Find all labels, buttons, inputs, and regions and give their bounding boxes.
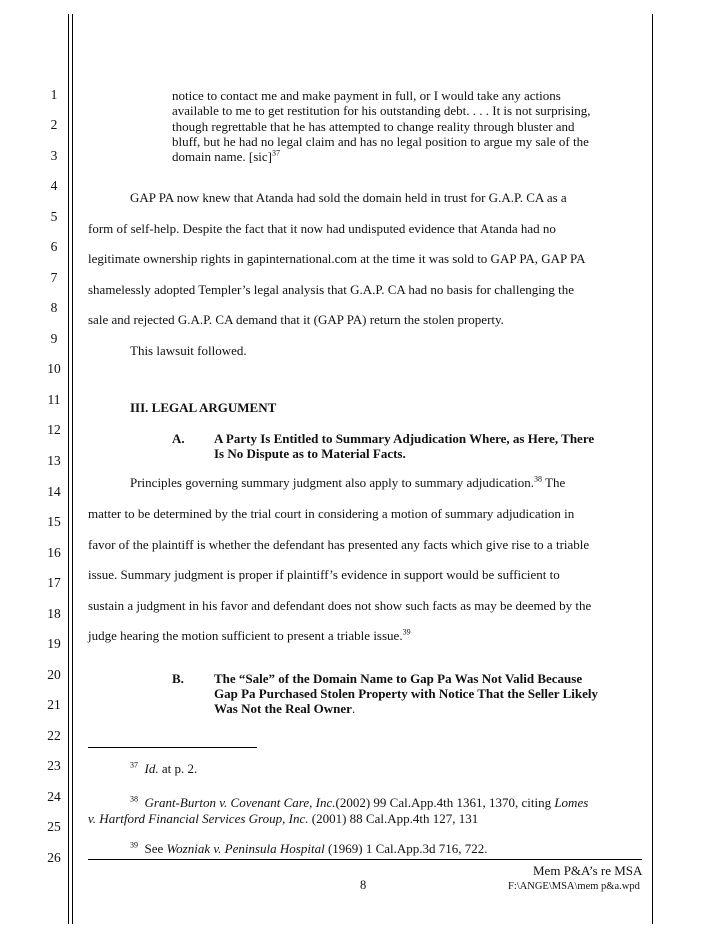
line-number: 7 <box>50 270 58 285</box>
body-line: shamelessly adopted Templer’s legal analysis that G.A.P. CA had no basis for challenging the <box>88 282 575 297</box>
left-margin-rule-inner <box>72 14 73 924</box>
body-line: matter to be determined by the trial court in considering a motion of summary adjudication in <box>88 506 575 521</box>
line-number: 15 <box>47 514 61 529</box>
line-number: 4 <box>50 178 58 193</box>
body-line: Principles governing summary judgment also apply to summary adjudication.$^{38}$ The <box>130 474 566 490</box>
line-number: 9 <box>50 331 58 346</box>
line-number: 21 <box>47 697 61 712</box>
body-line: form of self-help. Despite the fact that it now had undisputed evidence that Atanda had no <box>88 221 556 236</box>
line-number: 11 <box>47 392 61 407</box>
subheading-line: Gap Pa Purchased Stolen Property with Notice That the Seller Likely <box>214 686 598 701</box>
subheading-letter: A. <box>172 431 185 446</box>
line-number: 16 <box>47 545 61 560</box>
footer-rule <box>88 859 642 860</box>
body-line: legitimate ownership rights in gapinternational.com at the time it was sold to GAP PA, GAP PA <box>88 251 586 266</box>
line-number: 20 <box>47 667 61 682</box>
line-number: 24 <box>47 789 61 804</box>
page-number: 8 <box>360 878 367 892</box>
line-number: 23 <box>47 758 61 773</box>
footnote: v. Hartford Financial Services Group, Inc. (2001) 88 Cal.App.4th 127, 131 <box>88 811 479 826</box>
line-number: 18 <box>47 606 61 621</box>
line-number: 12 <box>47 422 61 437</box>
body-line: GAP PA now knew that Atanda had sold the domain held in trust for G.A.P. CA as a <box>130 190 567 205</box>
quote-line: notice to contact me and make payment in full, or I would take any actions <box>172 88 561 103</box>
line-number: 13 <box>47 453 61 468</box>
body-line: judge hearing the motion sufficient to present a triable issue.$^{39}$ <box>88 627 411 643</box>
footnote-ref: 38 <box>534 474 543 484</box>
body-line: This lawsuit followed. <box>130 343 247 358</box>
line-number: 22 <box>47 728 61 743</box>
quote-line: domain name. [sic]$^{37}$ <box>172 148 280 165</box>
body-line: issue. Summary judgment is proper if plaintiff’s evidence in support would be sufficient to <box>88 567 560 582</box>
line-number: 26 <box>47 850 61 865</box>
line-number: 10 <box>47 361 61 376</box>
footer-title: Mem P&A’s re MSA <box>533 863 643 878</box>
body-line: sale and rejected G.A.P. CA demand that it (GAP PA) return the stolen property. <box>88 312 504 327</box>
footnote: $^{38}$ Grant-Burton v. Covenant Care, Inc.(2002) 99 Cal.App.4th 1361, 1370, citing Lomes <box>130 794 589 810</box>
footnote-ref: 37 <box>272 148 280 158</box>
line-number: 14 <box>47 484 61 499</box>
footnote: $^{37}$ Id. at p. 2. <box>130 760 198 776</box>
line-number: 25 <box>47 819 61 834</box>
section-heading: III. LEGAL ARGUMENT <box>130 400 277 415</box>
line-number: 2 <box>50 117 58 132</box>
left-margin-rule-outer <box>68 14 69 924</box>
body-line: sustain a judgment in his favor and defendant does not show such facts as may be deemed by the <box>88 598 592 613</box>
subheading-line: A Party Is Entitled to Summary Adjudication Where, as Here, There <box>214 431 595 446</box>
line-number: 1 <box>50 87 58 102</box>
body-line: favor of the plaintiff is whether the defendant has presented any facts which give rise to a triable <box>88 537 590 552</box>
line-number: 5 <box>50 209 58 224</box>
footnote: $^{39}$ See Wozniak v. Peninsula Hospital (1969) 1 Cal.App.3d 716, 722. <box>130 840 488 856</box>
footnote-ref: 39 <box>402 627 411 637</box>
line-number: 3 <box>50 148 58 163</box>
right-margin-rule <box>652 14 653 924</box>
subheading-line: Was Not the Real Owner. <box>214 701 356 716</box>
subheading-letter: B. <box>172 671 184 686</box>
line-number: 17 <box>47 575 61 590</box>
quote-line: available to me to get restitution for his outstanding debt. . . . It is not surprising, <box>172 103 591 119</box>
line-number: 8 <box>50 300 58 315</box>
footnote-separator <box>88 747 257 748</box>
line-number: 19 <box>47 636 61 651</box>
quote-line: bluff, but he had no legal claim and has no legal position to argue my sale of the <box>172 133 589 149</box>
subheading-line: Is No Dispute as to Material Facts. <box>214 446 406 461</box>
quote-line: though regrettable that he has attempted to change reality through bluster and <box>172 118 575 134</box>
footer-file-path: F:\ANGE\MSA\mem p&a.wpd <box>508 881 640 892</box>
line-number: 6 <box>50 239 58 254</box>
subheading-line: The “Sale” of the Domain Name to Gap Pa Was Not Valid Because <box>214 671 583 686</box>
block-quote <box>172 88 590 164</box>
